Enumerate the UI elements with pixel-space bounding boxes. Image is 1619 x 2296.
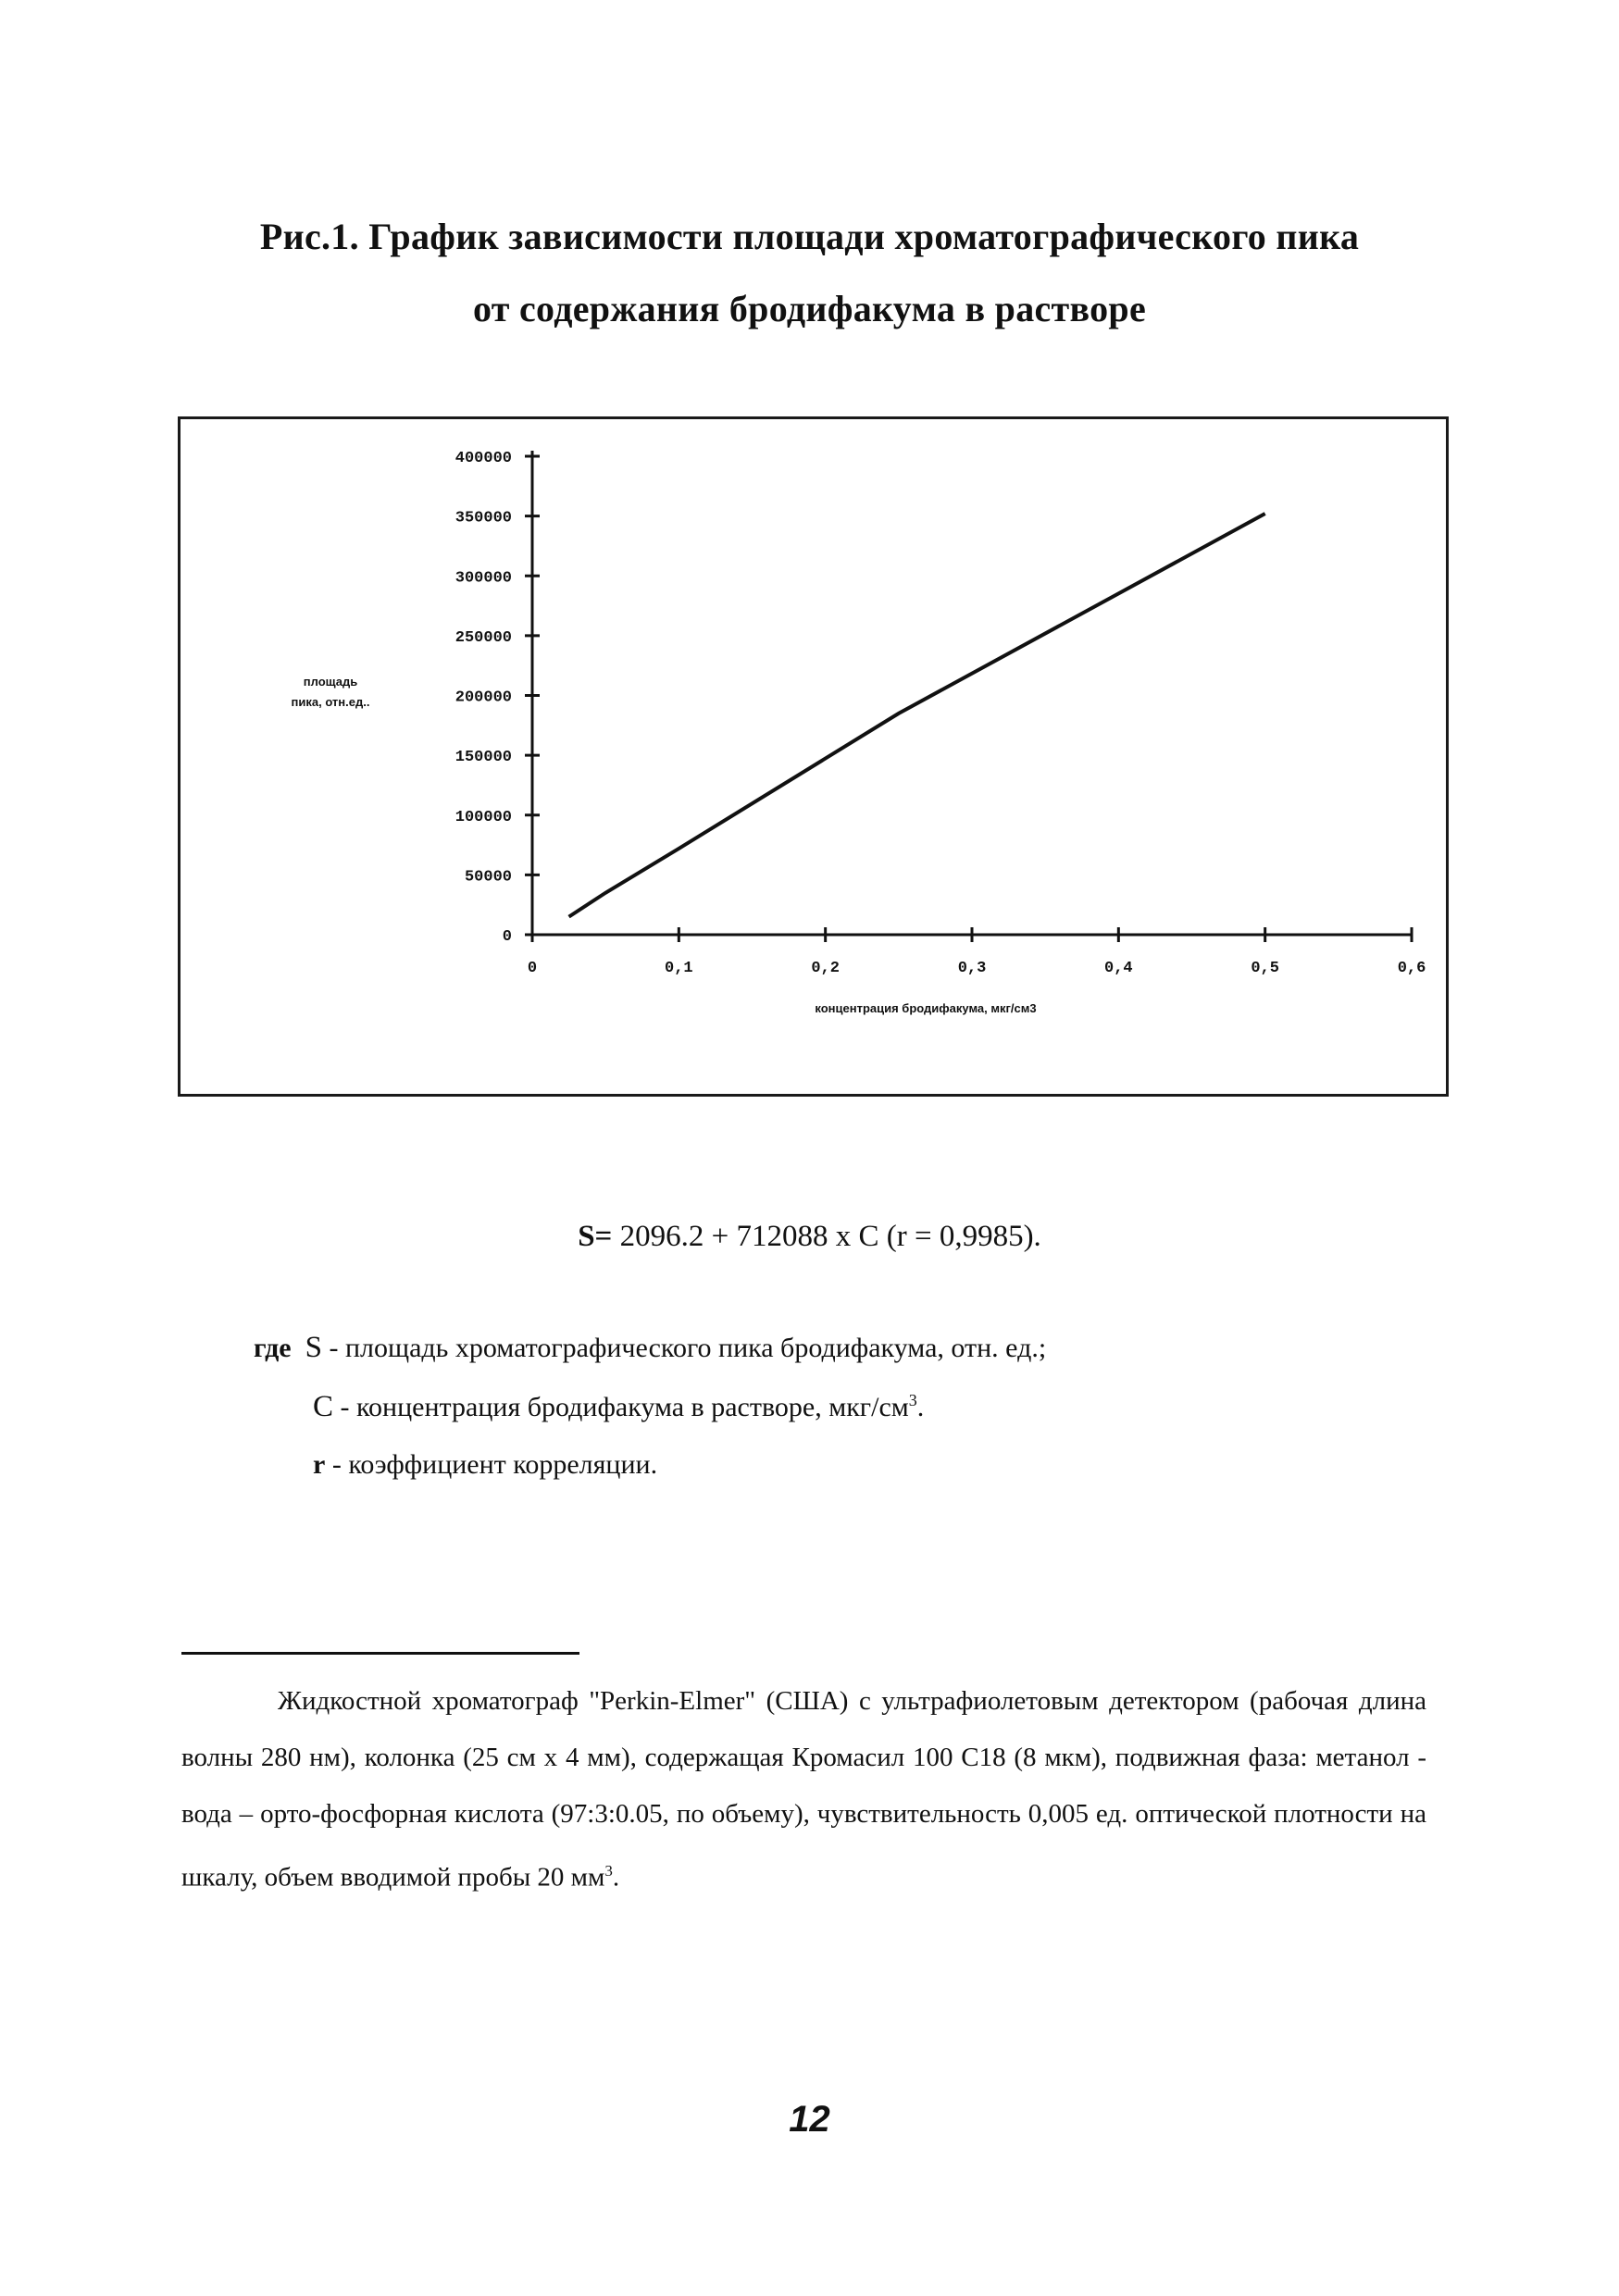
formula-s-symbol: S xyxy=(578,1220,595,1253)
calibration-chart xyxy=(181,419,1446,1094)
y-tick-label: 400000 xyxy=(455,450,512,467)
x-tick-label: 0,3 xyxy=(957,960,987,977)
y-tick-label: 350000 xyxy=(455,509,512,527)
x-tick-label: 0,1 xyxy=(665,960,693,977)
legend-r xyxy=(313,1449,657,1481)
legend-where: где xyxy=(254,1333,292,1363)
x-tick-label: 0,4 xyxy=(1104,960,1133,977)
series-line xyxy=(569,514,1265,917)
legend-s-symbol: S xyxy=(305,1331,322,1364)
y-tick-label: 300000 xyxy=(455,569,512,588)
legend-r-description: - коэффициент корреляции. xyxy=(325,1449,658,1480)
y-tick-label: 250000 xyxy=(455,628,512,647)
y-tick-label: 200000 xyxy=(455,689,512,707)
x-axis-title: концентрация бродифакума, мкг/см3 xyxy=(815,1001,1037,1015)
legend-c xyxy=(313,1390,924,1424)
footnote-superscript: 3 xyxy=(604,1862,613,1880)
regression-formula xyxy=(0,1220,1619,1254)
chart-frame xyxy=(178,416,1449,1097)
y-tick-label: 150000 xyxy=(455,749,512,767)
figure-caption-line1: Рис.1. График зависимости площади хроматографического пика xyxy=(259,216,1360,257)
figure-caption-line2: от содержания бродифакума в растворе xyxy=(472,288,1147,329)
x-tick-label: 0,5 xyxy=(1251,960,1279,977)
footnote xyxy=(181,1673,1426,1906)
footnote-end: . xyxy=(612,1862,620,1893)
legend-s-description: - площадь хроматографического пика бродифакума, отн. ед.; xyxy=(321,1333,1047,1363)
legend-c-symbol: C xyxy=(313,1390,334,1423)
footnote-divider xyxy=(181,1652,579,1655)
formula-rest: 2096.2 + 712088 x C (r = 0,9985). xyxy=(612,1220,1041,1253)
page-number: 12 xyxy=(789,2099,830,2140)
legend-c-end: . xyxy=(916,1392,925,1422)
y-tick-label: 0 xyxy=(502,928,512,946)
y-axis-title-line1: площадь xyxy=(303,675,358,689)
y-tick-label: 50000 xyxy=(464,868,512,887)
legend-s xyxy=(254,1331,1046,1365)
x-tick-label: 0 xyxy=(527,960,538,977)
formula-equals: = xyxy=(594,1220,613,1253)
y-tick-label: 100000 xyxy=(455,808,512,826)
x-tick-label: 0,2 xyxy=(811,960,840,977)
y-axis-title-line2: пика, отн.ед.. xyxy=(291,695,370,709)
x-tick-label: 0,6 xyxy=(1397,960,1426,977)
legend-c-description: - концентрация бродифакума в растворе, мкг/см xyxy=(333,1392,909,1422)
legend-c-superscript: 3 xyxy=(908,1391,917,1409)
legend-r-symbol: r xyxy=(313,1449,326,1480)
footnote-text: Жидкостной хроматограф "Perkin-Elmer" (США) с ультрафиолетовым детектором (рабочая длина волны 280 нм), колонка (25 см х 4 мм), содержащая Кромасил 100 С18 (8 мкм), подвижная фаза: метанол - вода – орто-фосфорная кислота (97:3:0.05, по объему), чувствительность 0,005 ед. оптической плотности на шкалу, объем вводимой пробы 20 мм xyxy=(181,1686,1426,1893)
